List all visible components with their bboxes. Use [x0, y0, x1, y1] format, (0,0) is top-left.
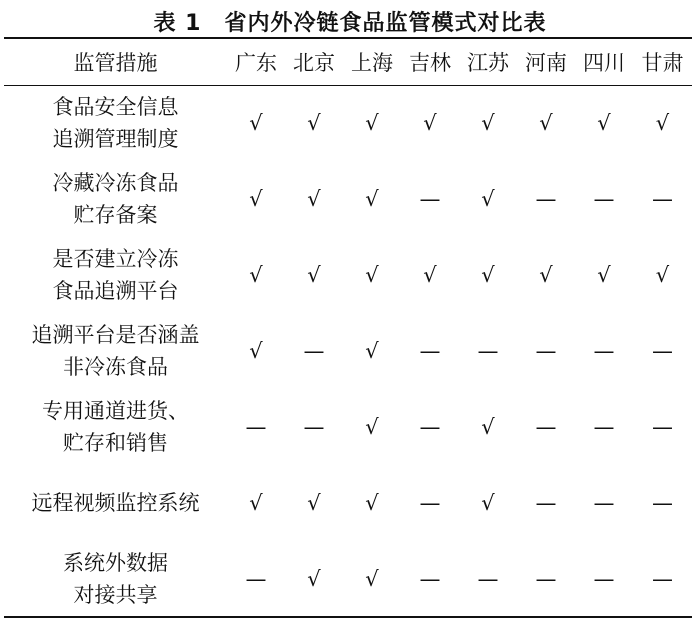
- status-mark-cell: —: [419, 187, 441, 211]
- status-mark-cell: —: [535, 339, 557, 363]
- status-mark-cell: √: [423, 111, 437, 135]
- status-mark-cell: √: [365, 263, 379, 287]
- column-header-measure: 监管措施: [73, 51, 158, 75]
- status-mark-cell: √: [307, 263, 321, 287]
- status-mark-cell: √: [249, 111, 263, 135]
- status-mark-cell: √: [249, 491, 263, 515]
- status-mark-cell: —: [593, 339, 615, 363]
- status-mark-cell: —: [652, 187, 673, 211]
- table-row: [4, 85, 692, 161]
- status-mark-cell: √: [365, 111, 379, 135]
- measure-text-line: 追溯平台是否涵盖: [31, 323, 200, 347]
- status-mark-cell: —: [419, 567, 441, 591]
- status-mark-cell: √: [481, 491, 495, 515]
- status-mark-cell: √: [249, 263, 263, 287]
- status-mark-cell: —: [652, 567, 673, 591]
- measure-cell: [4, 465, 227, 541]
- table-row: [4, 161, 692, 237]
- status-mark-cell: —: [535, 567, 557, 591]
- table-row: [4, 541, 692, 617]
- status-mark-cell: √: [307, 187, 321, 211]
- column-header-jiangsu: 江苏: [467, 51, 509, 75]
- status-mark-cell: —: [245, 415, 267, 439]
- table-body: [4, 85, 692, 617]
- status-mark-cell: —: [535, 415, 557, 439]
- status-mark-cell: —: [419, 339, 441, 363]
- status-mark-cell: √: [307, 491, 321, 515]
- status-mark-cell: √: [365, 415, 379, 439]
- status-mark-cell: —: [535, 491, 557, 515]
- measure-cell: [4, 541, 227, 617]
- status-mark-cell: —: [419, 415, 441, 439]
- measure-cell: [4, 161, 227, 237]
- measure-cell: [4, 313, 227, 389]
- status-mark-cell: √: [481, 111, 495, 135]
- status-mark-cell: —: [593, 187, 615, 211]
- comparison-table: [4, 39, 692, 617]
- status-mark-cell: —: [303, 415, 325, 439]
- status-mark-cell: —: [593, 567, 615, 591]
- measure-text-line: 对接共享: [73, 583, 158, 607]
- status-mark-cell: √: [365, 491, 379, 515]
- status-mark-cell: √: [597, 263, 611, 287]
- table-row: [4, 237, 692, 313]
- measure-text-line: 追溯管理制度: [52, 127, 179, 151]
- status-mark-cell: —: [477, 339, 499, 363]
- status-mark-cell: —: [419, 491, 441, 515]
- measure-text-line: 远程视频监控系统: [31, 491, 200, 515]
- table-header-row: [4, 39, 692, 85]
- column-header-beijing: 北京: [293, 51, 335, 75]
- status-mark-cell: √: [655, 263, 670, 287]
- status-mark-cell: —: [652, 339, 673, 363]
- column-header-shanghai: 上海: [351, 51, 393, 75]
- status-mark-cell: —: [652, 491, 673, 515]
- measure-text-line: 非冷冻食品: [63, 355, 168, 379]
- measure-cell: [4, 237, 227, 313]
- table-row: [4, 313, 692, 389]
- status-mark-cell: √: [249, 187, 263, 211]
- status-mark-cell: √: [307, 111, 321, 135]
- table-title: 表 1 省内外冷链食品监管模式对比表: [153, 11, 547, 36]
- status-mark-cell: —: [303, 339, 325, 363]
- measure-text-line: 系统外数据: [63, 551, 168, 575]
- status-mark-cell: √: [307, 567, 321, 591]
- column-header-jilin: 吉林: [409, 51, 451, 75]
- measure-text-line: 食品安全信息: [52, 95, 179, 119]
- status-mark-cell: √: [539, 263, 553, 287]
- measure-text-line: 专用通道进货、: [42, 399, 189, 423]
- column-header-gansu: 甘肃: [641, 51, 684, 75]
- status-mark-cell: √: [249, 339, 263, 363]
- status-mark-cell: √: [423, 263, 437, 287]
- status-mark-cell: √: [365, 187, 379, 211]
- table-row: [4, 389, 692, 465]
- measure-text-line: 是否建立冷冻: [52, 247, 179, 271]
- column-header-guangdong: 广东: [235, 51, 277, 75]
- column-header-henan: 河南: [525, 51, 567, 75]
- status-mark-cell: —: [652, 415, 673, 439]
- status-mark-cell: —: [593, 491, 615, 515]
- status-mark-cell: √: [539, 111, 553, 135]
- status-mark-cell: √: [481, 415, 495, 439]
- status-mark-cell: —: [593, 415, 615, 439]
- measure-cell: [4, 389, 227, 465]
- status-mark-cell: √: [365, 567, 379, 591]
- status-mark-cell: √: [365, 339, 379, 363]
- status-mark-cell: —: [535, 187, 557, 211]
- measure-text-line: 贮存备案: [73, 203, 158, 227]
- column-header-sichuan: 四川: [583, 51, 625, 75]
- table-row: [4, 465, 692, 541]
- status-mark-cell: √: [597, 111, 611, 135]
- status-mark-cell: √: [481, 187, 495, 211]
- measure-text-line: 食品追溯平台: [52, 279, 179, 303]
- measure-cell: [4, 85, 227, 161]
- measure-text-line: 贮存和销售: [63, 431, 168, 455]
- status-mark-cell: —: [477, 567, 499, 591]
- measure-text-line: 冷藏冷冻食品: [52, 171, 179, 195]
- status-mark-cell: √: [481, 263, 495, 287]
- status-mark-cell: √: [655, 111, 670, 135]
- status-mark-cell: —: [245, 567, 267, 591]
